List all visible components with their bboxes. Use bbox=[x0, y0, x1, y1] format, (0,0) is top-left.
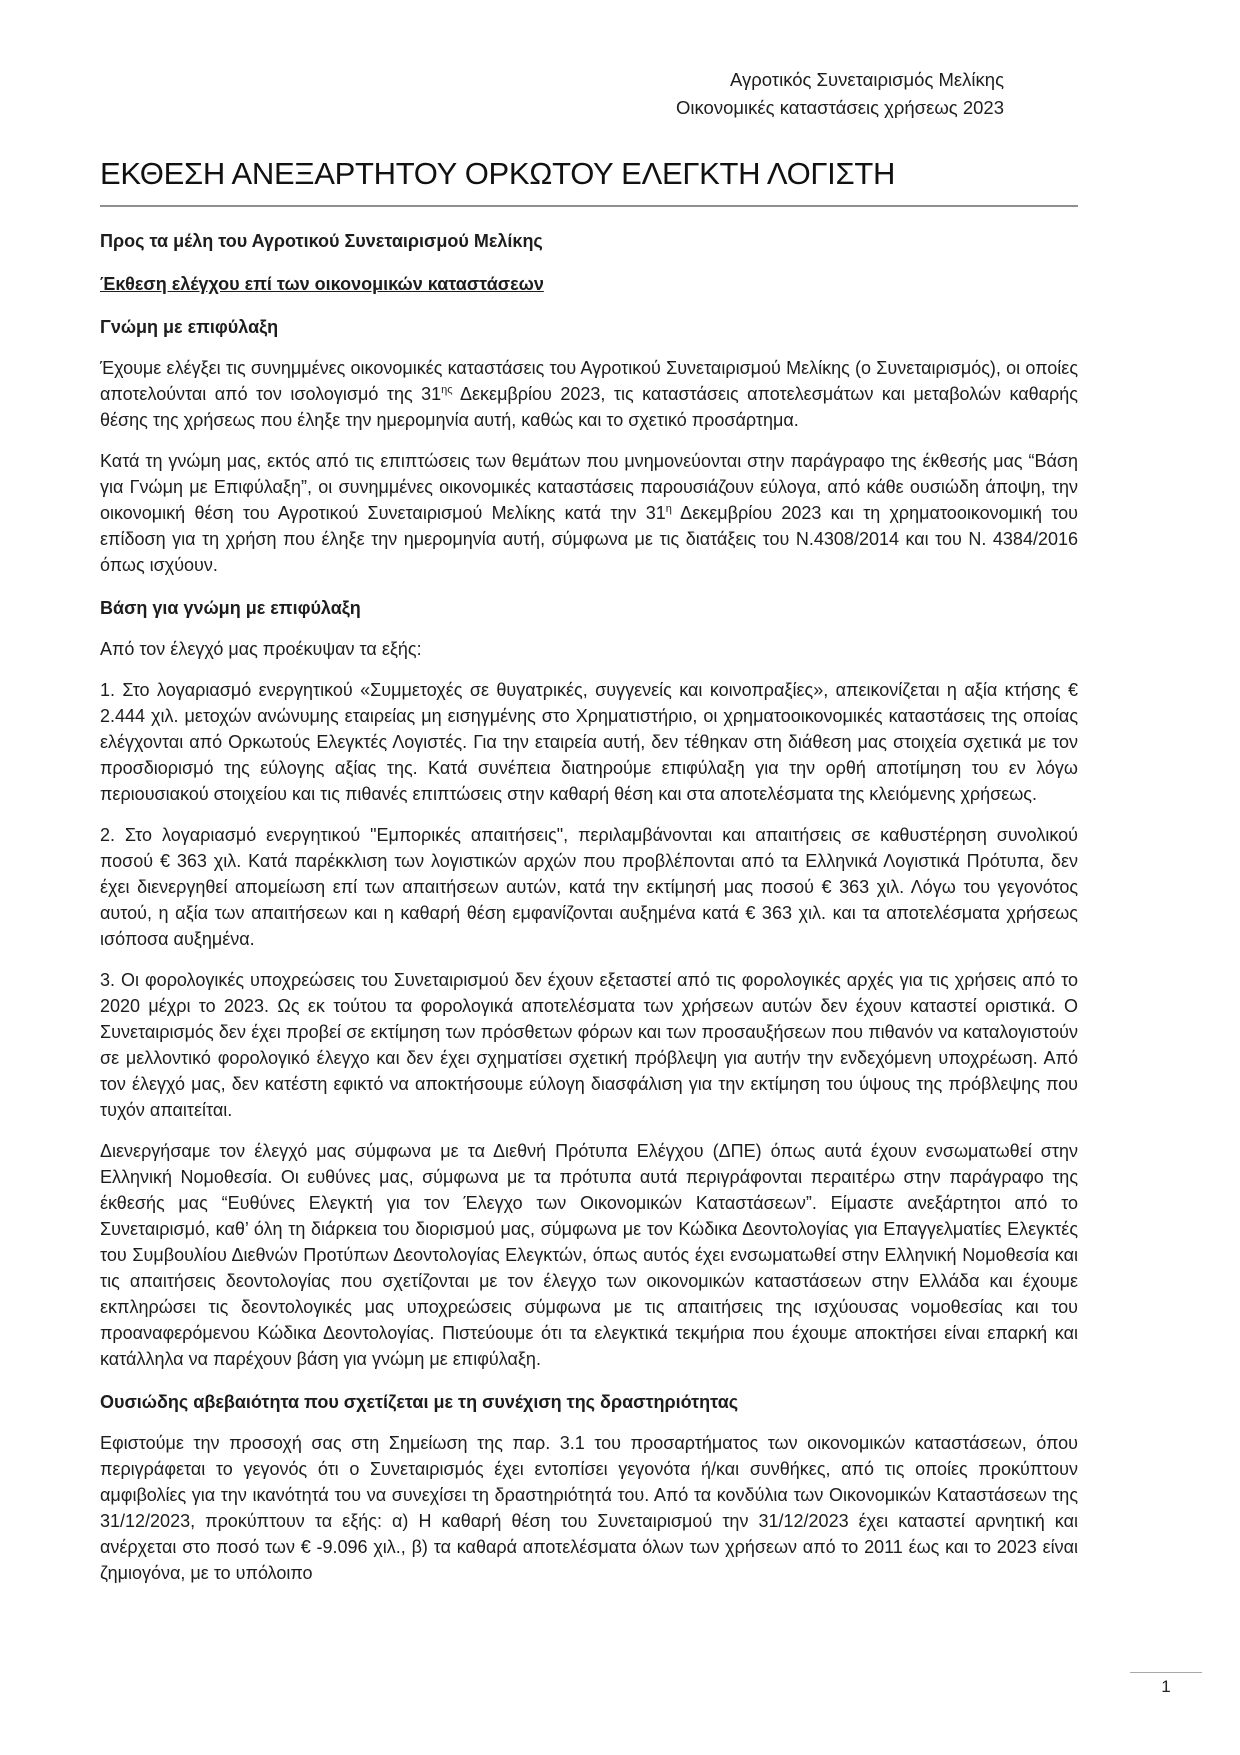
paragraph-going-concern: Εφιστούμε την προσοχή σας στη Σημείωση της παρ. 3.1 του προσαρτήματος των οικονομικών καταστάσεων, όπου περιγράφεται το γεγονός ότι ο Συνεταιρισμός έχει εντοπίσει γεγονότα ή/και συνθήκες, από τις οποίες προκύπτουν αμφιβολίες για την ικανότητά του να συνεχίσει τη δραστηριότητά του. Από τα κονδύλια των Οικονομικών Καταστάσεων της 31/12/2023, προκύπτουν τα εξής: α) Η καθαρή θέση του Συνεταιρισμού την 31/12/2023 έχει καταστεί αρνητική και ανέρχεται στο ποσό των € -9.096 χιλ., β) τα καθαρά αποτελέσματα όλων των χρήσεων από το 2011 έως και το 2023 είναι ζημιογόνα, με το υπόλοιπο bbox=[100, 1433, 1078, 1583]
opinion-scope-text-pre: Έχουμε ελέγξει τις συνημμένες οικονομικές καταστάσεις του Αγροτικού Συνεταιρισμού Μελίκης (ο Συνεταιρισμός), οι οποίες αποτελούνται από τον ισολογισμό της 31 bbox=[100, 358, 1078, 404]
page-footer bbox=[1130, 1672, 1202, 1697]
paragraph-opinion-statement bbox=[100, 448, 1078, 578]
paragraph-opinion-scope bbox=[100, 355, 1078, 433]
document-header bbox=[100, 66, 1078, 122]
opinion-statement-text-pre: Κατά τη γνώμη μας, εκτός από τις επιπτώσεις των θεμάτων που μνημονεύονται στην παράγραφο της έκθεσής μας “Βάση για Γνώμη με Επιφύλαξη”, οι συνημμένες οικονομικές καταστάσεις παρουσιάζουν εύλογα, από κάθε ουσιώδη άποψη, την οικονομική θέση του Αγροτικού Συνεταιρισμού Μελίκης κατά την 31 bbox=[100, 451, 1078, 523]
paragraph-basis-item-3: 3. Οι φορολογικές υποχρεώσεις του Συνεταιρισμού δεν έχουν εξεταστεί από τις φορολογικές αρχές για τις χρήσεις από το 2020 μέχρι το 2023. Ως εκ τούτου τα φορολογικά αποτελέσματα των χρήσεων αυτών δεν έχουν καταστεί οριστικά. Ο Συνεταιρισμός δεν έχει προβεί σε εκτίμηση των πρόσθετων φόρων και των προσαυξήσεων που πιθανόν να καταλογιστούν σε μελλοντικό φορολογικό έλεγχο και δεν έχει σχηματίσει σχετική πρόβλεψη για αυτήν την ενδεχόμενη υποχρέωση. Από τον έλεγχό μας, δεν κατέστη εφικτό να αποκτήσουμε εύλογη διασφάλιση για την εκτίμηση του ύψους της πρόβλεψης που τυχόν απαιτείται. bbox=[100, 970, 1078, 1120]
section-heading-basis-for-qualified-opinion: Βάση για γνώμη με επιφύλαξη bbox=[100, 598, 361, 618]
opinion-scope-text-post: Δεκεμβρίου 2023, τις καταστάσεις αποτελεσμάτων και μεταβολών καθαρής θέσης της χρήσεως που έληξε την ημερομηνία αυτή, καθώς και το σχετικό προσάρτημα. bbox=[100, 384, 1078, 430]
paragraph-basis-intro: Από τον έλεγχό μας προέκυψαν τα εξής: bbox=[100, 639, 422, 659]
header-org-name: Αγροτικός Συνεταιρισμός Μελίκης bbox=[729, 69, 1004, 90]
report-title: ΕΚΘΕΣΗ ΑΝΕΞΑΡΤΗΤΟΥ ΟΡΚΩΤΟΥ ΕΛΕΓΚΤΗ ΛΟΓΙΣΤΗ bbox=[100, 156, 896, 191]
header-statements-subtitle: Οικονομικές καταστάσεις χρήσεως 2023 bbox=[676, 97, 1004, 118]
date-ordinal-superscript: ης bbox=[441, 384, 453, 396]
footer-divider bbox=[1130, 1672, 1202, 1673]
paragraph-basis-item-2: 2. Στο λογαριασμό ενεργητικού "Εμπορικές απαιτήσεις", περιλαμβάνονται και απαιτήσεις σε καθυστέρηση συνολικού ποσού € 363 χιλ. Κατά παρέκκλιση των λογιστικών αρχών που προβλέπονται από τα Ελληνικά Λογιστικά Πρότυπα, δεν έχει διενεργηθεί απομείωση επί των απαιτήσεων αυτών, κατά την εκτίμησή μας ποσού € 363 χιλ. Λόγω του γεγονότος αυτού, η αξία των απαιτήσεων και η καθαρή θέση εμφανίζονται αυξημένα κατά € 363 χιλ. και τα αποτελέσματα χρήσεως ισόποσα αυξημένα. bbox=[100, 825, 1078, 949]
section-heading-audit-report: Έκθεση ελέγχου επί των οικονομικών καταστάσεων bbox=[100, 274, 544, 294]
date-ordinal-superscript: η bbox=[665, 503, 672, 515]
addressee-line: Προς τα μέλη του Αγροτικού Συνεταιρισμού Μελίκης bbox=[100, 231, 543, 251]
section-heading-going-concern: Ουσιώδης αβεβαιότητα που σχετίζεται με τη συνέχιση της δραστηριότητας bbox=[100, 1392, 739, 1412]
page-number: 1 bbox=[1161, 1677, 1171, 1696]
title-divider bbox=[100, 205, 1078, 207]
document-content bbox=[100, 66, 1078, 1586]
paragraph-basis-item-1: 1. Στο λογαριασμό ενεργητικού «Συμμετοχές σε θυγατρικές, συγγενείς και κοινοπραξίες», απεικονίζεται η αξία κτήσης € 2.444 χιλ. μετοχών ανώνυμης εταιρείας μη εισηγμένης στο Χρηματιστήριο, οι χρηματοοικονομικές καταστάσεις της οποίας ελέγχονται από Ορκωτούς Ελεγκτές Λογιστές. Για την εταιρεία αυτή, δεν τέθηκαν στη διάθεση μας στοιχεία σχετικά με τον προσδιορισμό της εύλογης αξίας της. Κατά συνέπεια διατηρούμε επιφύλαξη για την ορθή αποτίμηση του εν λόγω περιουσιακού στοιχείου και τις πιθανές επιπτώσεις στην καθαρή θέση και στα αποτελέσματα της κλειόμενης χρήσεως. bbox=[100, 680, 1078, 804]
paragraph-audit-standards: Διενεργήσαμε τον έλεγχό μας σύμφωνα με τα Διεθνή Πρότυπα Ελέγχου (ΔΠΕ) όπως αυτά έχουν ενσωματωθεί στην Ελληνική Νομοθεσία. Οι ευθύνες μας, σύμφωνα με τα πρότυπα αυτά περιγράφονται περαιτέρω στην παράγραφο της έκθεσής μας “Ευθύνες Ελεγκτή για τον Έλεγχο των Οικονομικών Καταστάσεων”. Είμαστε ανεξάρτητοι από το Συνεταιρισμό, καθ’ όλη τη διάρκεια του διορισμού μας, σύμφωνα με τον Κώδικα Δεοντολογίας για Επαγγελματίες Ελεγκτές του Συμβουλίου Διεθνών Προτύπων Δεοντολογίας Ελεγκτών, όπως αυτός έχει ενσωματωθεί στην Ελληνική Νομοθεσία και τις απαιτήσεις δεοντολογίας που σχετίζονται με τον έλεγχο των οικονομικών καταστάσεων στην Ελλάδα και έχουμε εκπληρώσει τις δεοντολογικές μας υποχρεώσεις σύμφωνα με τις απαιτήσεις της ισχύουσας νομοθεσίας και του προαναφερόμενου Κώδικα Δεοντολογίας. Πιστεύουμε ότι τα ελεγκτικά τεκμήρια που έχουμε αποκτήσει είναι επαρκή και κατάλληλα να παρέχουν βάση για γνώμη με επιφύλαξη. bbox=[100, 1141, 1078, 1369]
section-heading-qualified-opinion: Γνώμη με επιφύλαξη bbox=[100, 317, 279, 337]
opinion-statement-text-post: Δεκεμβρίου 2023 και τη χρηματοοικονομική του επίδοση για τη χρήση που έληξε την ημερομηνία αυτή, σύμφωνα με τις διατάξεις του Ν.4308/2014 και του Ν. 4384/2016 όπως ισχύουν. bbox=[100, 503, 1078, 575]
